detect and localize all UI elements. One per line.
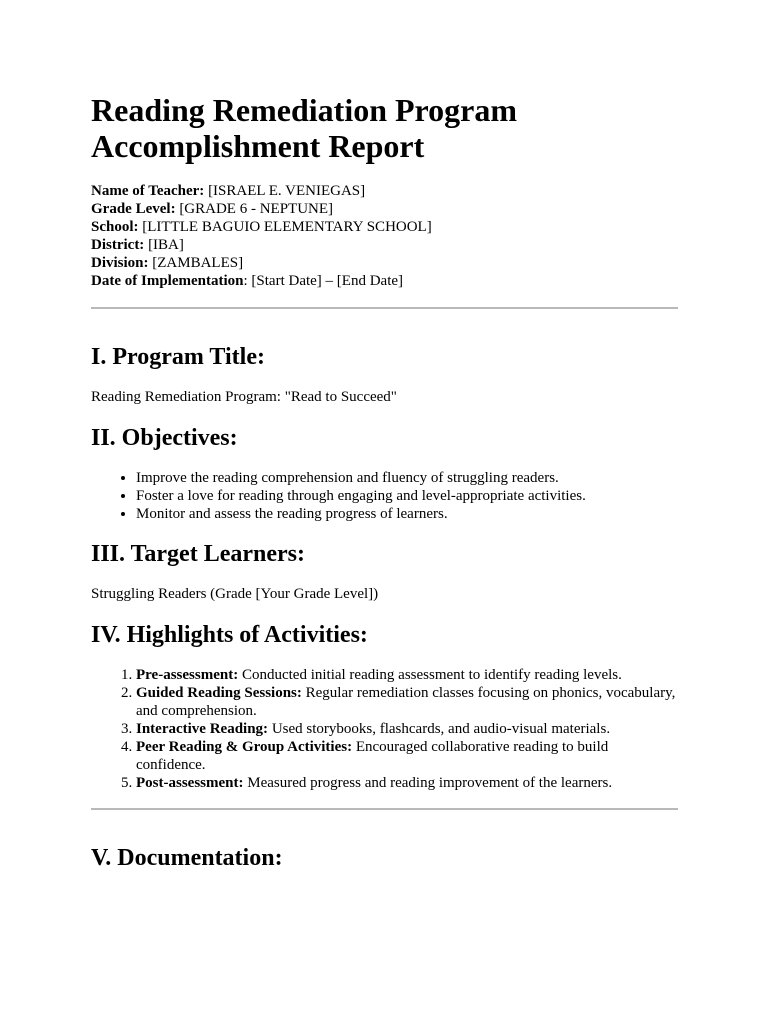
school-row xyxy=(91,218,691,236)
meta-value: [ISRAEL E. VENIEGAS] xyxy=(204,183,366,199)
highlight-text: Regular remediation classes focusing on phonics, vocabulary, and comprehension. xyxy=(136,685,676,719)
highlight-text: Measured progress and reading improvement of the learners. xyxy=(243,775,613,791)
highlight-item xyxy=(136,738,676,774)
highlight-text: Used storybooks, flashcards, and audio-visual materials. xyxy=(268,721,611,737)
meta-value: [GRADE 6 - NEPTUNE] xyxy=(175,201,334,217)
highlights-heading: IV. Highlights of Activities: xyxy=(91,622,368,648)
teacher-name-row xyxy=(91,182,691,200)
highlight-text: Encouraged collaborative reading to build confidence. xyxy=(136,739,609,773)
highlight-label: Post-assessment: xyxy=(136,775,244,791)
documentation-heading: V. Documentation: xyxy=(91,845,283,871)
report-details xyxy=(91,182,691,290)
highlight-item xyxy=(136,684,676,720)
meta-value: [ZAMBALES] xyxy=(148,255,244,271)
highlight-label: Peer Reading & Group Activities: xyxy=(136,739,353,755)
meta-label: District: xyxy=(91,237,145,253)
program-title-text: Reading Remediation Program: "Read to Succeed" xyxy=(91,389,397,405)
grade-level-row xyxy=(91,200,691,218)
highlights-list xyxy=(91,666,676,792)
highlight-item xyxy=(136,774,676,792)
objective-item: • Monitor and assess the reading progress of learners. xyxy=(136,505,676,523)
highlight-item xyxy=(136,666,676,684)
meta-label: Date of Implementation xyxy=(91,273,244,289)
meta-label: Name of Teacher: xyxy=(91,183,205,199)
section-divider xyxy=(91,307,678,309)
document-title-line-2: Accomplishment Report xyxy=(91,128,425,164)
division-row xyxy=(91,254,691,272)
highlight-label: Guided Reading Sessions: xyxy=(136,685,302,701)
highlight-label: Interactive Reading: xyxy=(136,721,269,737)
highlight-label: Pre-assessment: xyxy=(136,667,239,683)
highlight-text: Conducted initial reading assessment to identify reading levels. xyxy=(238,667,622,683)
document-title-line-1: Reading Remediation Program xyxy=(91,92,518,128)
meta-value: [IBA] xyxy=(144,237,184,253)
district-row xyxy=(91,236,691,254)
meta-label: Grade Level: xyxy=(91,201,176,217)
objectives-list xyxy=(91,469,676,523)
highlight-item xyxy=(136,720,676,738)
meta-label: Division: xyxy=(91,255,149,271)
target-learners-text: Struggling Readers (Grade [Your Grade Level]) xyxy=(91,586,379,602)
document-title xyxy=(91,92,691,164)
target-learners-heading: III. Target Learners: xyxy=(91,541,305,567)
objectives-heading: II. Objectives: xyxy=(91,425,238,451)
meta-value: [LITTLE BAGUIO ELEMENTARY SCHOOL] xyxy=(138,219,432,235)
implementation-date-row xyxy=(91,272,691,290)
section-divider xyxy=(91,808,678,810)
program-title-heading: I. Program Title: xyxy=(91,344,265,370)
meta-label-colon: : xyxy=(243,273,248,289)
meta-label: School: xyxy=(91,219,139,235)
objective-item: • Improve the reading comprehension and fluency of struggling readers. xyxy=(136,469,676,487)
meta-value: [Start Date] – [End Date] xyxy=(247,273,404,289)
objective-item: • Foster a love for reading through engaging and level-appropriate activities. xyxy=(136,487,676,505)
